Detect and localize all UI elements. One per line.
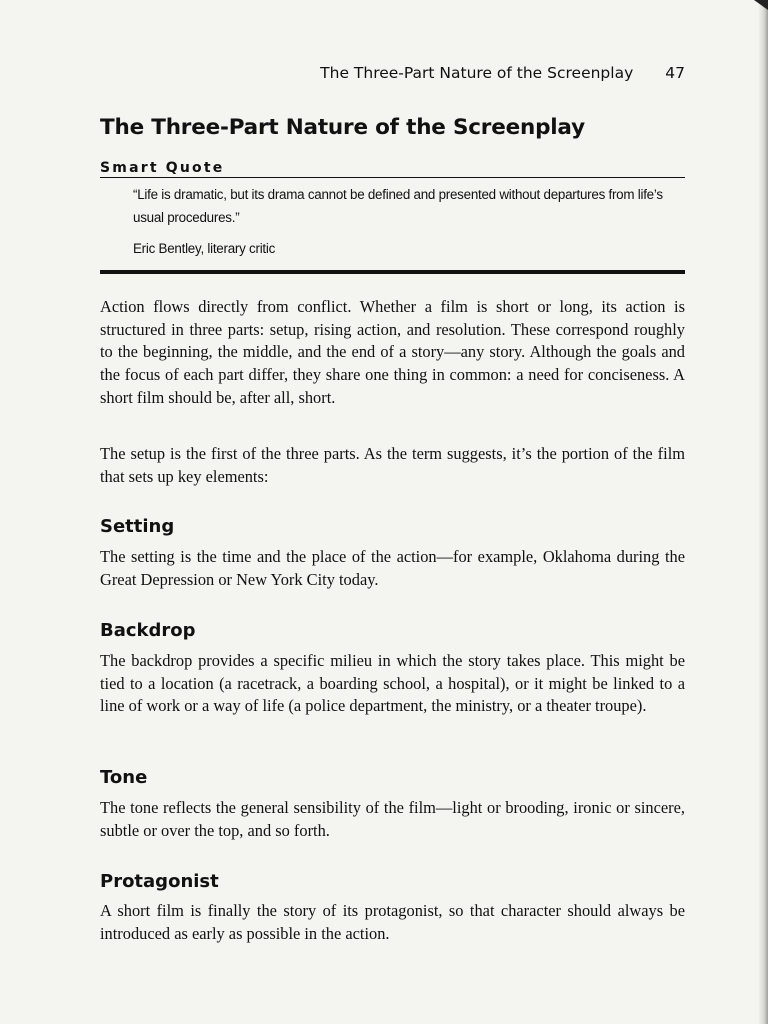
- quote-bottom-rule: [100, 270, 685, 274]
- section-heading-protagonist: Protagonist: [100, 871, 219, 892]
- running-head: [100, 64, 685, 82]
- section-text-setting: The setting is the time and the place of the action—for example, Oklahoma during the Great Depression or New York City today.: [100, 547, 685, 589]
- quote-attribution: Eric Bentley, literary critic: [133, 241, 276, 256]
- page-number: 47: [665, 64, 685, 82]
- chapter-title: The Three-Part Nature of the Screenplay: [100, 115, 585, 140]
- smart-quote-box: [100, 160, 685, 274]
- section-text-backdrop: The backdrop provides a specific milieu in which the story takes place. This might be tied to a location (a racetrack, a boarding school, a hospital), or it might be linked to a line of work or a way of life (a police department, the ministry, or a theater troupe).: [100, 651, 685, 716]
- section-text-tone: The tone reflects the general sensibility of the film—light or brooding, ironic or sincere, subtle or over the top, and so forth.: [100, 798, 685, 840]
- quote-body: [100, 183, 685, 260]
- page-edge-shadow: [758, 0, 768, 1024]
- quote-top-rule: [100, 177, 685, 178]
- smart-quote-label: Smart Quote: [100, 160, 225, 176]
- setup-paragraph: The setup is the first of the three parts. As the term suggests, it’s the portion of the film that sets up key elements:: [100, 444, 685, 486]
- section-heading-setting: Setting: [100, 516, 175, 537]
- running-head-title: The Three-Part Nature of the Screenplay: [320, 64, 634, 82]
- quote-text: “Life is dramatic, but its drama cannot be defined and presented without departures from life’s usual procedures.”: [133, 187, 663, 225]
- section-heading-tone: Tone: [100, 767, 148, 788]
- intro-paragraph: Action flows directly from conflict. Whether a film is short or long, its action is structured in three parts: setup, rising action, and resolution. These correspond roughly to the beginning, the middle, and the end of a story—any story. Although the goals and the focus of each part differ, they share one thing in common: a need for conciseness. A short film should be, after all, short.: [100, 297, 685, 407]
- section-text-protagonist: A short film is finally the story of its protagonist, so that character should always be introduced as early as possible in the action.: [100, 901, 685, 943]
- section-heading-backdrop: Backdrop: [100, 620, 196, 641]
